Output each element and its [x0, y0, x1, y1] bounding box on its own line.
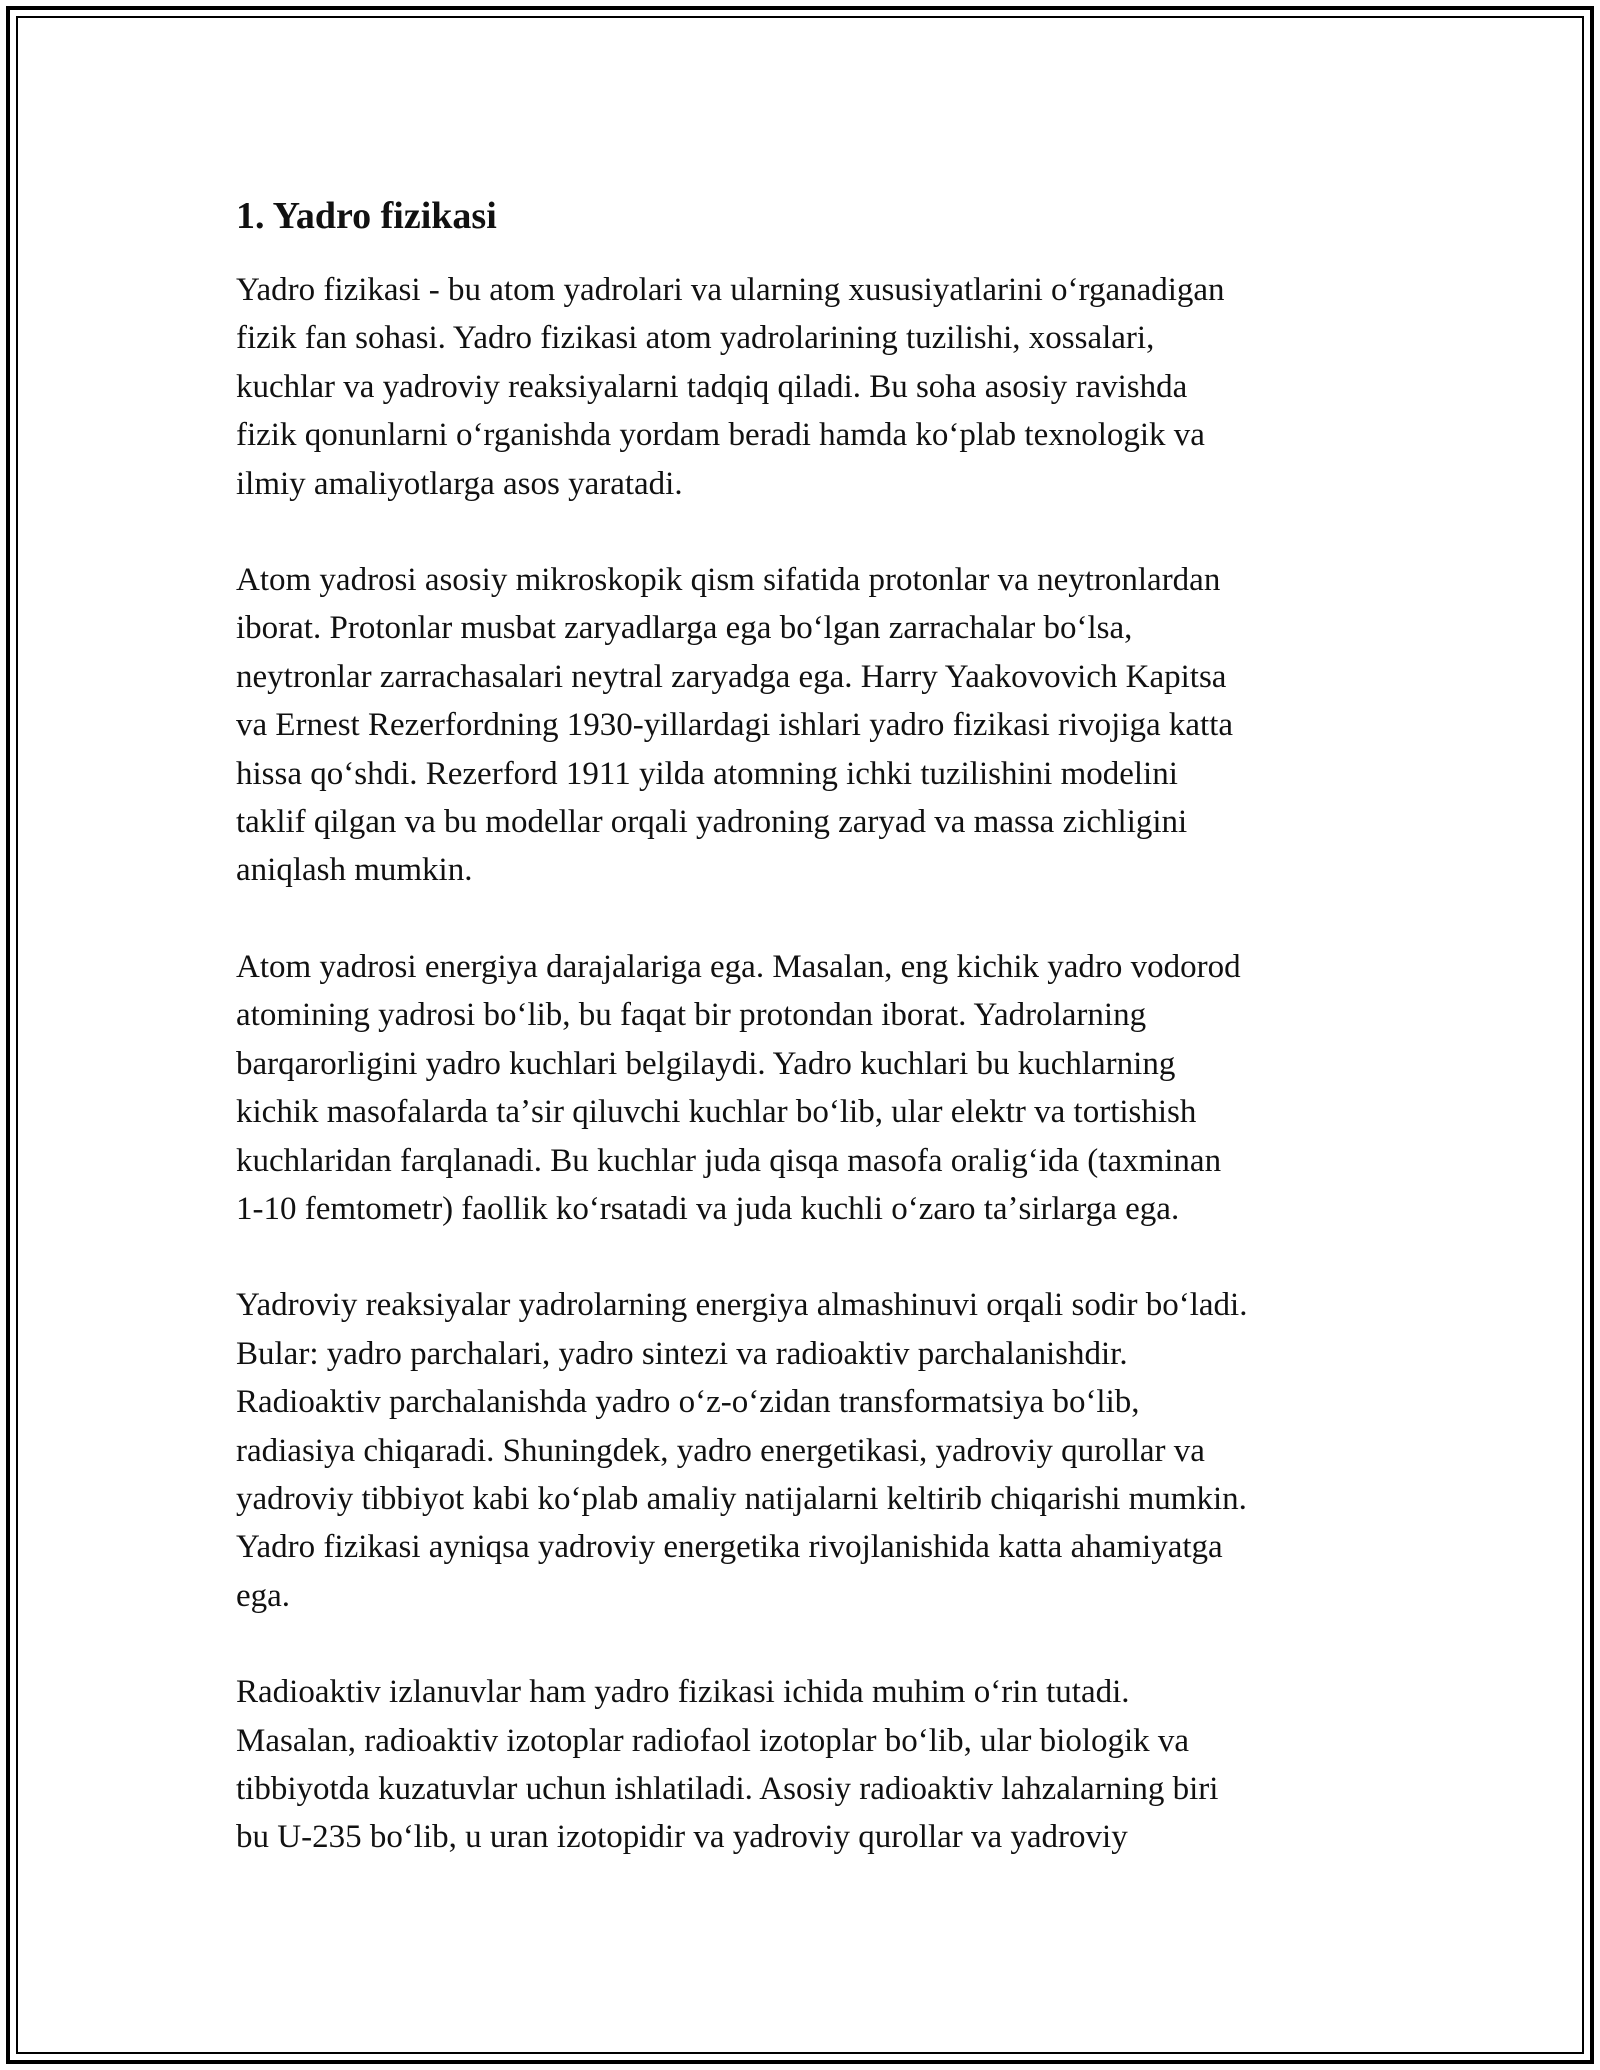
text-line: barqarorligini yadro kuchlari belgilaydi. Yadro kuchlari bu kuchlarning	[236, 1045, 1176, 1082]
paragraph-3	[236, 943, 1366, 1233]
paragraph-2	[236, 556, 1366, 895]
text-line: kuchlaridan farqlanadi. Bu kuchlar juda qisqa masofa oraligʻida (taxminan	[236, 1142, 1222, 1179]
text-line: aniqlash mumkin.	[236, 852, 473, 889]
text-line: bu U-235 boʻlib, u uran izotopidir va yadroviy qurollar va yadroviy	[236, 1819, 1128, 1856]
text-line: iborat. Protonlar musbat zaryadlarga ega boʻlgan zarrachalar boʻlsa,	[236, 610, 1133, 647]
document-body	[236, 190, 1366, 1910]
text-line: neytronlar zarrachasalari neytral zaryadga ega. Harry Yaakovovich Kapitsa	[236, 658, 1227, 695]
section-heading: 1. Yadro fizikasi	[236, 195, 497, 237]
text-line: radiasiya chiqaradi. Shuningdek, yadro energetikasi, yadroviy qurollar va	[236, 1432, 1205, 1469]
text-line: Yadro fizikasi - bu atom yadrolari va ularning xususiyatlarini oʻrganadigan	[236, 272, 1225, 308]
text-line: Yadroviy reaksiyalar yadrolarning energiya almashinuvi orqali sodir boʻladi.	[236, 1287, 1248, 1324]
text-line: atomining yadrosi boʻlib, bu faqat bir protondan iborat. Yadrolarning	[236, 997, 1147, 1034]
text-line: Radioaktiv parchalanishda yadro oʻz-oʻzidan transformatsiya boʻlib,	[236, 1384, 1140, 1421]
text-line: kuchlar va yadroviy reaksiyalarni tadqiq qiladi. Bu soha asosiy ravishda	[236, 368, 1188, 405]
text-line: ega.	[236, 1577, 291, 1614]
text-line: fizik fan sohasi. Yadro fizikasi atom yadrolarining tuzilishi, xossalari,	[236, 320, 1155, 357]
text-line: Bular: yadro parchalari, yadro sintezi va radioaktiv parchalanishdir.	[236, 1335, 1128, 1372]
text-line: fizik qonunlarni oʻrganishda yordam beradi hamda koʻplab texnologik va	[236, 417, 1205, 454]
paragraph-1	[236, 266, 1366, 508]
text-line: va Ernest Rezerfordning 1930-yillardagi ishlari yadro fizikasi rivojiga katta	[236, 707, 1234, 744]
text-line: Masalan, radioaktiv izotoplar radiofaol izotoplar boʻlib, ular biologik va	[236, 1722, 1190, 1759]
text-line: kichik masofalarda taʼsir qiluvchi kuchlar boʻlib, ular elektr va tortishish	[236, 1094, 1197, 1131]
text-line: taklif qilgan va bu modellar orqali yadroning zaryad va massa zichligini	[236, 804, 1188, 841]
text-line: Atom yadrosi asosiy mikroskopik qism sifatida protonlar va neytronlardan	[236, 562, 1221, 599]
text-line: Yadro fizikasi ayniqsa yadroviy energetika rivojlanishida katta ahamiyatga	[236, 1529, 1223, 1566]
text-line: ilmiy amaliyotlarga asos yaratadi.	[236, 465, 683, 502]
text-line: Radioaktiv izlanuvlar ham yadro fizikasi ichida muhim oʻrin tutadi.	[236, 1674, 1130, 1711]
text-line: Atom yadrosi energiya darajalariga ega. Masalan, eng kichik yadro vodorod	[236, 948, 1241, 985]
text-line: tibbiyotda kuzatuvlar uchun ishlatiladi. Asosiy radioaktiv lahzalarning biri	[236, 1770, 1219, 1807]
paragraph-4	[236, 1281, 1366, 1620]
text-line: hissa qoʻshdi. Rezerford 1911 yilda atomning ichki tuzilishini modelini	[236, 755, 1178, 792]
text-line: yadroviy tibbiyot kabi koʻplab amaliy natijalarni keltirib chiqarishi mumkin.	[236, 1480, 1247, 1517]
text-line: 1-10 femtometr) faollik koʻrsatadi va juda kuchli oʻzaro taʼsirlarga ega.	[236, 1190, 1180, 1227]
paragraph-5	[236, 1668, 1366, 1862]
